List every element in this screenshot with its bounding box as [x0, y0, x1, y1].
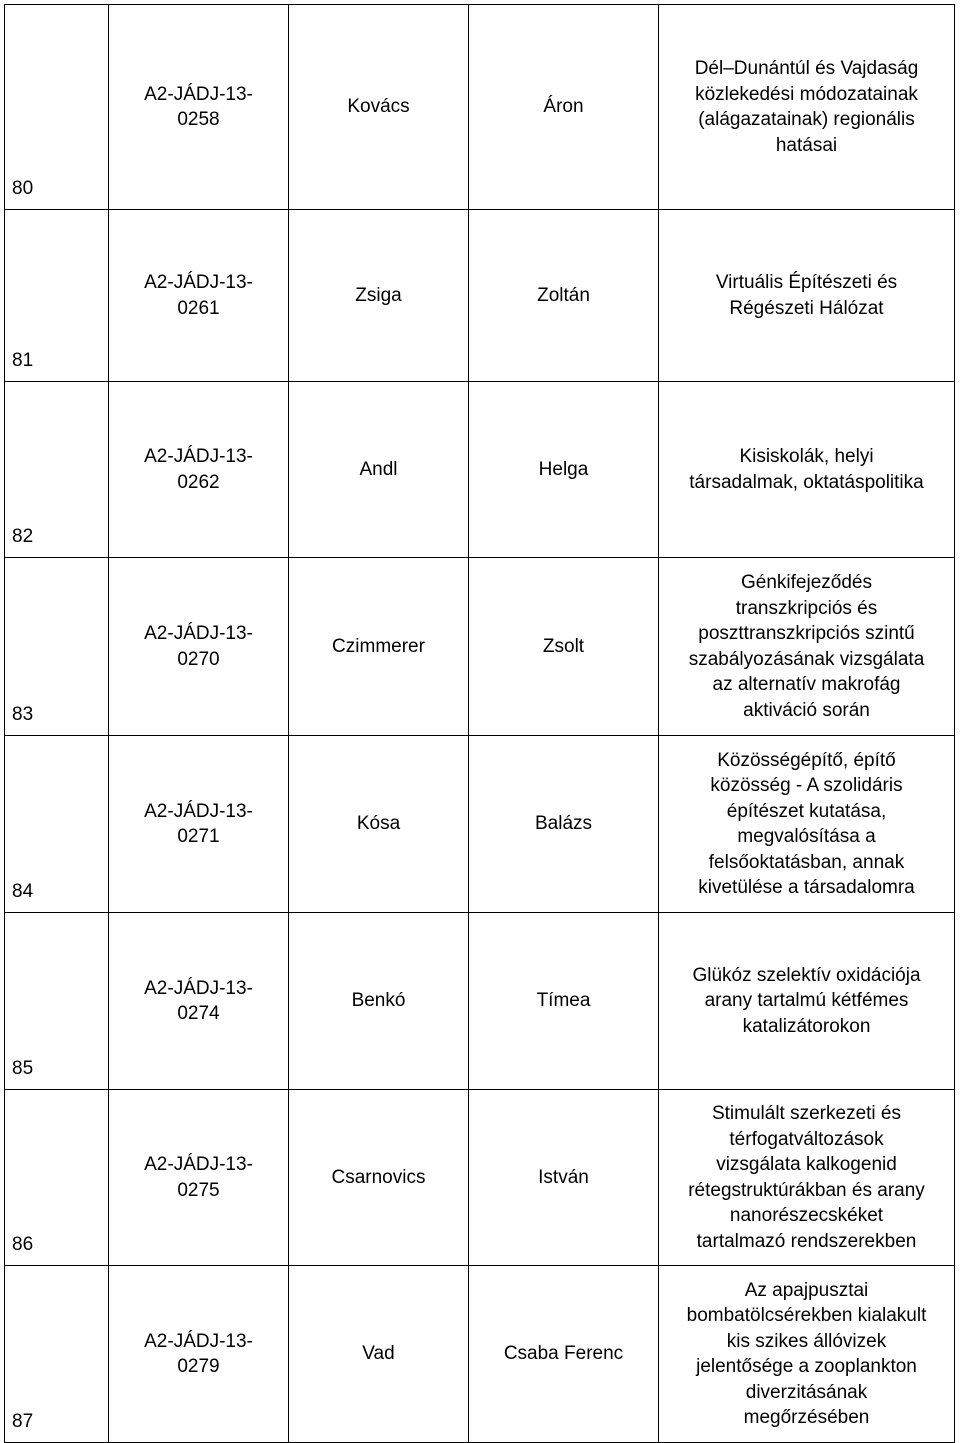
table-row [5, 1266, 955, 1443]
row-number: 85 [5, 913, 109, 1090]
project-title: Közösségépítő, építő közösség - A szolidáris építészet kutatása, megvalósítása a felsőoktatásban, annak kivetülése a társadalomra [659, 736, 955, 913]
last-name: Benkó [289, 913, 469, 1090]
application-code: A2-JÁDJ-13- 0261 [109, 210, 289, 382]
row-number: 81 [5, 210, 109, 382]
last-name: Czimmerer [289, 558, 469, 736]
application-code: A2-JÁDJ-13- 0270 [109, 558, 289, 736]
table-row [5, 913, 955, 1090]
first-name: Balázs [469, 736, 659, 913]
row-number: 86 [5, 1090, 109, 1266]
application-code: A2-JÁDJ-13- 0258 [109, 5, 289, 210]
project-title: Stimulált szerkezeti és térfogatváltozások vizsgálata kalkogenid rétegstruktúrákban és arany nanorészecskéket tartalmazó rendszerekben [659, 1090, 955, 1266]
table-row [5, 382, 955, 558]
row-number: 83 [5, 558, 109, 736]
last-name: Kovács [289, 5, 469, 210]
application-code: A2-JÁDJ-13- 0279 [109, 1266, 289, 1443]
application-code: A2-JÁDJ-13- 0271 [109, 736, 289, 913]
application-code: A2-JÁDJ-13- 0274 [109, 913, 289, 1090]
last-name: Vad [289, 1266, 469, 1443]
row-number: 84 [5, 736, 109, 913]
application-code: A2-JÁDJ-13- 0275 [109, 1090, 289, 1266]
last-name: Kósa [289, 736, 469, 913]
application-code: A2-JÁDJ-13- 0262 [109, 382, 289, 558]
grant-table [4, 4, 955, 1443]
project-title: Génkifejeződés transzkripciós és poszttranszkripciós szintű szabályozásának vizsgálata az alternatív makrofág aktiváció során [659, 558, 955, 736]
first-name: Zsolt [469, 558, 659, 736]
project-title: Kisiskolák, helyi társadalmak, oktatáspolitika [659, 382, 955, 558]
project-title: Dél–Dunántúl és Vajdaság közlekedési módozatainak (alágazatainak) regionális hatásai [659, 5, 955, 210]
last-name: Andl [289, 382, 469, 558]
row-number: 80 [5, 5, 109, 210]
row-number: 87 [5, 1266, 109, 1443]
row-number: 82 [5, 382, 109, 558]
first-name: Tímea [469, 913, 659, 1090]
table-row [5, 5, 955, 210]
table-row [5, 736, 955, 913]
project-title: Virtuális Építészeti és Régészeti Hálózat [659, 210, 955, 382]
first-name: Zoltán [469, 210, 659, 382]
first-name: Csaba Ferenc [469, 1266, 659, 1443]
last-name: Zsiga [289, 210, 469, 382]
first-name: Áron [469, 5, 659, 210]
table-row [5, 210, 955, 382]
table-row [5, 558, 955, 736]
table-row [5, 1090, 955, 1266]
project-title: Az apajpusztai bombatölcsérekben kialakult kis szikes állóvizek jelentősége a zooplankton diverzitásának megőrzésében [659, 1266, 955, 1443]
last-name: Csarnovics [289, 1090, 469, 1266]
first-name: István [469, 1090, 659, 1266]
first-name: Helga [469, 382, 659, 558]
project-title: Glükóz szelektív oxidációja arany tartalmú kétfémes katalizátorokon [659, 913, 955, 1090]
